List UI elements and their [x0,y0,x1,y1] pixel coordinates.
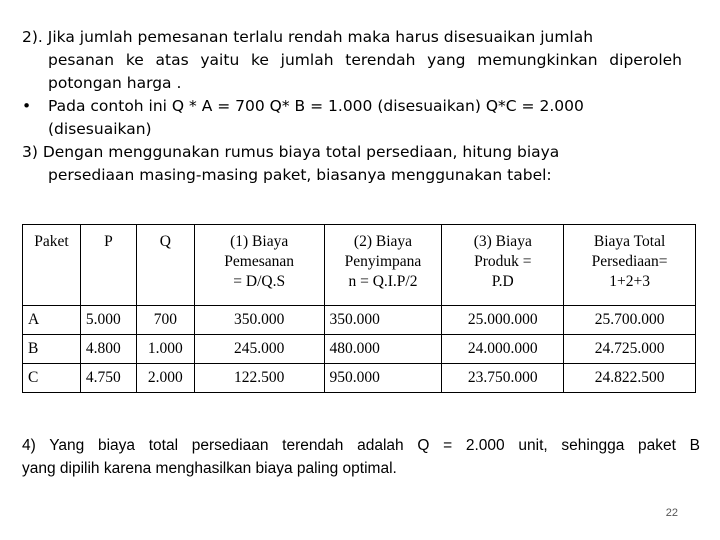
bullet-line-2: (disesuaikan) [48,120,152,138]
header-produk-line-1: (3) Biaya [473,233,532,250]
header-pemesanan-line-3: = D/Q.S [233,273,286,290]
cell-total: 24.725.000 [564,335,696,364]
cell-penyimpanan: 350.000 [324,306,442,335]
cell-paket: A [23,306,81,335]
cell-p: 4.750 [80,364,136,393]
cell-pemesanan: 245.000 [194,335,324,364]
header-pemesanan-line-1: (1) Biaya [230,233,289,250]
header-total-line-1: Biaya Total [593,233,666,250]
header-produk-line-2: Produk = [474,253,532,270]
bullet-line-1: Pada contoh ini Q * A = 700 Q* B = 1.000 (disesuaikan) Q*C = 2.000 [48,97,584,115]
item-2-line-1: 2). Jika jumlah pemesanan terlalu rendah maka harus disesuaikan jumlah [22,28,594,46]
header-p: P [80,225,136,306]
cost-table [22,224,696,393]
header-total-line-3: 1+2+3 [609,273,650,290]
table-row [23,364,696,393]
cell-total: 24.822.500 [564,364,696,393]
header-biaya-penyimpanan [324,225,442,306]
intro-text-block [22,26,682,187]
header-penyimpanan-line-2: Penyimpana [344,253,422,270]
header-paket: Paket [23,225,81,306]
bullet-icon: • [22,97,32,115]
header-total-line-2: Persediaan= [591,253,668,270]
cell-penyimpanan: 480.000 [324,335,442,364]
header-penyimpanan-line-1: (2) Biaya [353,233,413,250]
conclusion-paragraph [22,434,700,480]
cell-q: 1.000 [136,335,194,364]
cell-p: 5.000 [80,306,136,335]
header-produk-line-3: P.D [491,273,514,290]
bullet-paragraph [22,95,682,141]
item-3-line-1: 3) Dengan menggunakan rumus biaya total persediaan, hitung biaya [22,143,560,161]
cell-penyimpanan: 950.000 [324,364,442,393]
header-biaya-total [564,225,696,306]
table-row [23,335,696,364]
conclusion-line-2: yang dipilih karena menghasilkan biaya paling optimal. [22,460,397,477]
table-header-row [23,225,696,306]
page-number: 22 [665,507,678,519]
item-2-line-3: potongan harga . [48,74,182,92]
header-pemesanan-line-2: Pemesanan [224,253,295,270]
cell-paket: B [23,335,81,364]
item-2-line-2: pesanan ke atas yaitu ke jumlah terendah yang memungkinkan diperoleh [48,51,682,69]
cell-q: 700 [136,306,194,335]
header-biaya-pemesanan [194,225,324,306]
conclusion-line-1: 4) Yang biaya total persediaan terendah adalah Q = 2.000 unit, sehingga paket B [22,437,700,454]
header-biaya-produk [442,225,564,306]
item-3-line-2: persediaan masing-masing paket, biasanya menggunakan tabel: [48,166,552,184]
header-penyimpanan-line-3: n = Q.I.P/2 [348,273,418,290]
cell-total: 25.700.000 [564,306,696,335]
item-2-paragraph [22,26,682,95]
cell-produk: 25.000.000 [442,306,564,335]
table-row [23,306,696,335]
cell-pemesanan: 122.500 [194,364,324,393]
item-3-paragraph [22,141,682,187]
cell-produk: 23.750.000 [442,364,564,393]
cell-q: 2.000 [136,364,194,393]
cell-pemesanan: 350.000 [194,306,324,335]
cell-produk: 24.000.000 [442,335,564,364]
cell-p: 4.800 [80,335,136,364]
cell-paket: C [23,364,81,393]
header-q: Q [136,225,194,306]
